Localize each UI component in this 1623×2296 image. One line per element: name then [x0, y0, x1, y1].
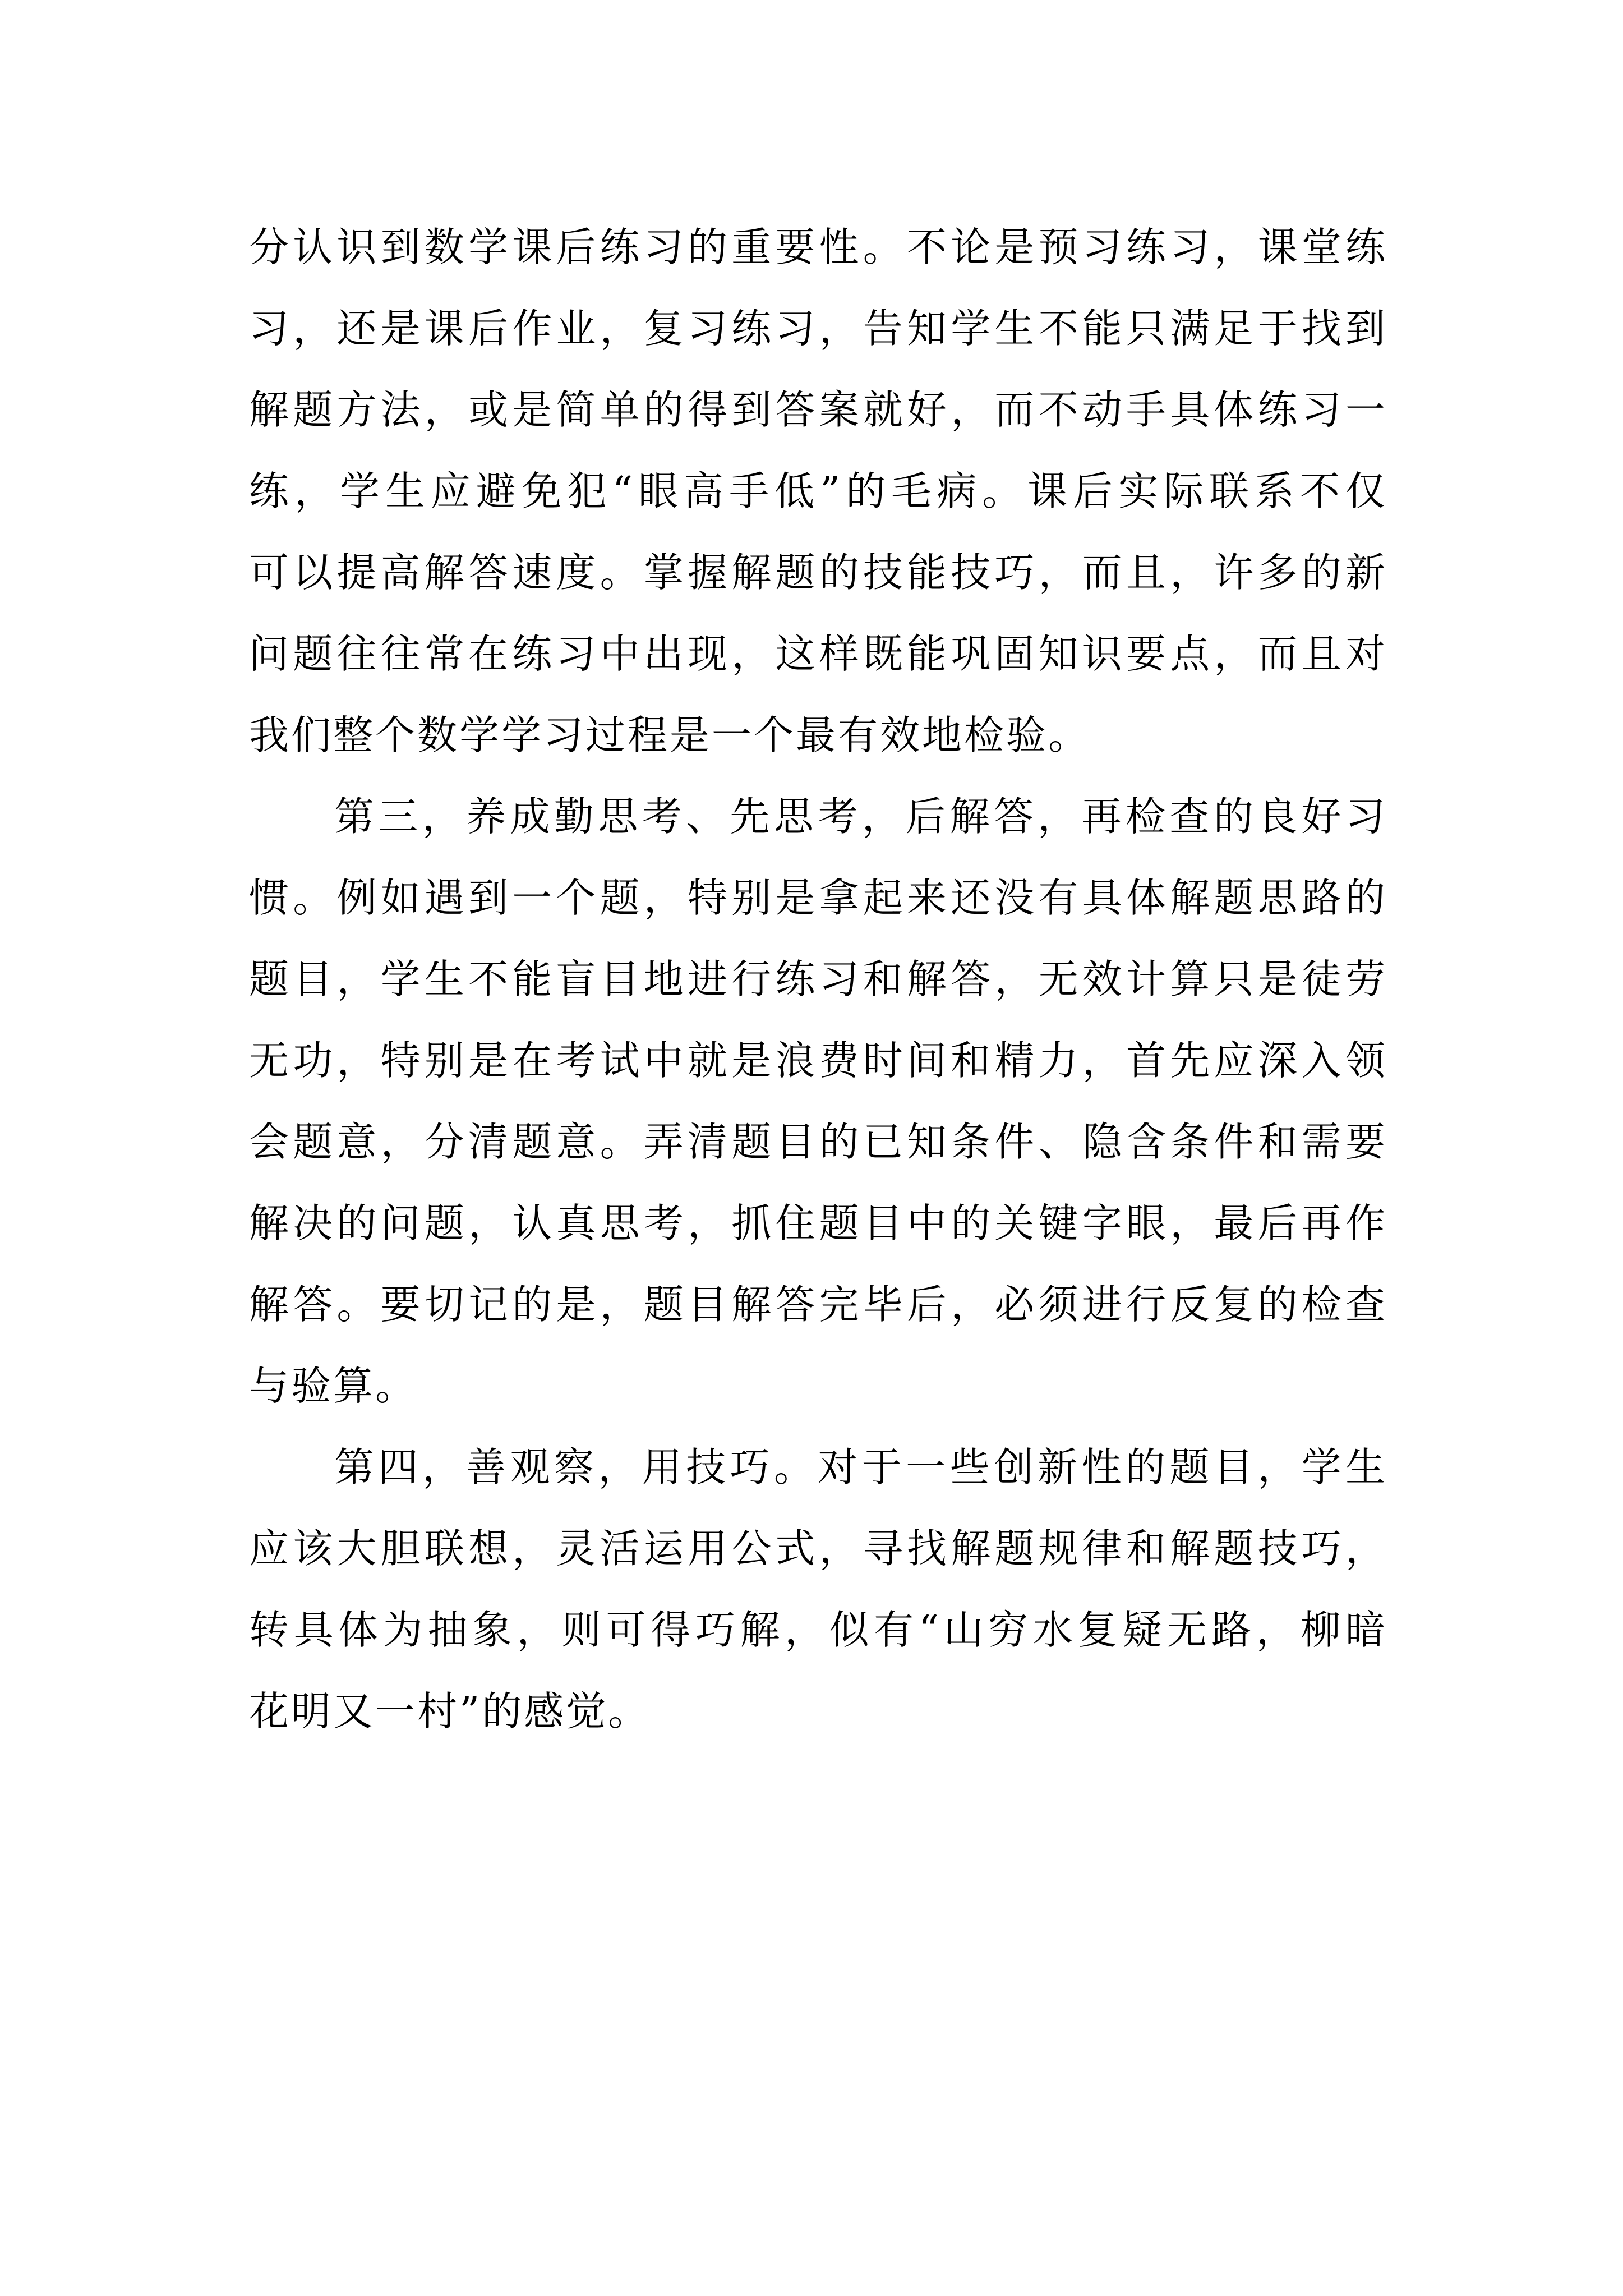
- text-line: 花明又一村”的感觉。: [249, 1688, 651, 1734]
- text-line: 解答。要切记的是，题目解答完毕后，必须进行反复的检查: [249, 1281, 1387, 1328]
- paragraph-start-line: 第四，善观察，用技巧。对于一些创新性的题目，学生: [334, 1444, 1387, 1490]
- text-line: 惯。例如遇到一个题，特别是拿起来还没有具体解题思路的: [249, 875, 1387, 921]
- text-line: 无功，特别是在考试中就是浪费时间和精力，首先应深入领: [249, 1037, 1387, 1084]
- text-line: 问题往往常在练习中出现，这样既能巩固知识要点，而且对: [249, 631, 1387, 677]
- text-line: 解题方法，或是简单的得到答案就好，而不动手具体练习一: [249, 386, 1387, 433]
- text-line: 可以提高解答速度。掌握解题的技能技巧，而且，许多的新: [249, 549, 1387, 596]
- text-line: 习，还是课后作业，复习练习，告知学生不能只满足于找到: [249, 305, 1387, 352]
- text-line: 我们整个数学学习过程是一个最有效地检验。: [249, 712, 1091, 758]
- paragraph-start-line: 第三，养成勤思考、先思考，后解答，再检查的良好习: [334, 793, 1387, 840]
- text-line: 应该大胆联想，灵活运用公式，寻找解题规律和解题技巧，: [249, 1525, 1387, 1572]
- text-line: 转具体为抽象，则可得巧解，似有“山穷水复疑无路，柳暗: [249, 1607, 1387, 1653]
- text-line: 会题意，分清题意。弄清题目的已知条件、隐含条件和需要: [249, 1119, 1387, 1165]
- text-line: 练，学生应避免犯“眼高手低”的毛病。课后实际联系不仅: [249, 468, 1387, 514]
- text-line: 与验算。: [249, 1363, 418, 1409]
- body-text: [249, 206, 1387, 1752]
- text-line: 分认识到数学课后练习的重要性。不论是预习练习，课堂练: [249, 224, 1387, 270]
- text-line: 题目，学生不能盲目地进行练习和解答，无效计算只是徒劳: [249, 956, 1387, 1002]
- text-line: 解决的问题，认真思考，抓住题目中的关键字眼，最后再作: [249, 1200, 1387, 1246]
